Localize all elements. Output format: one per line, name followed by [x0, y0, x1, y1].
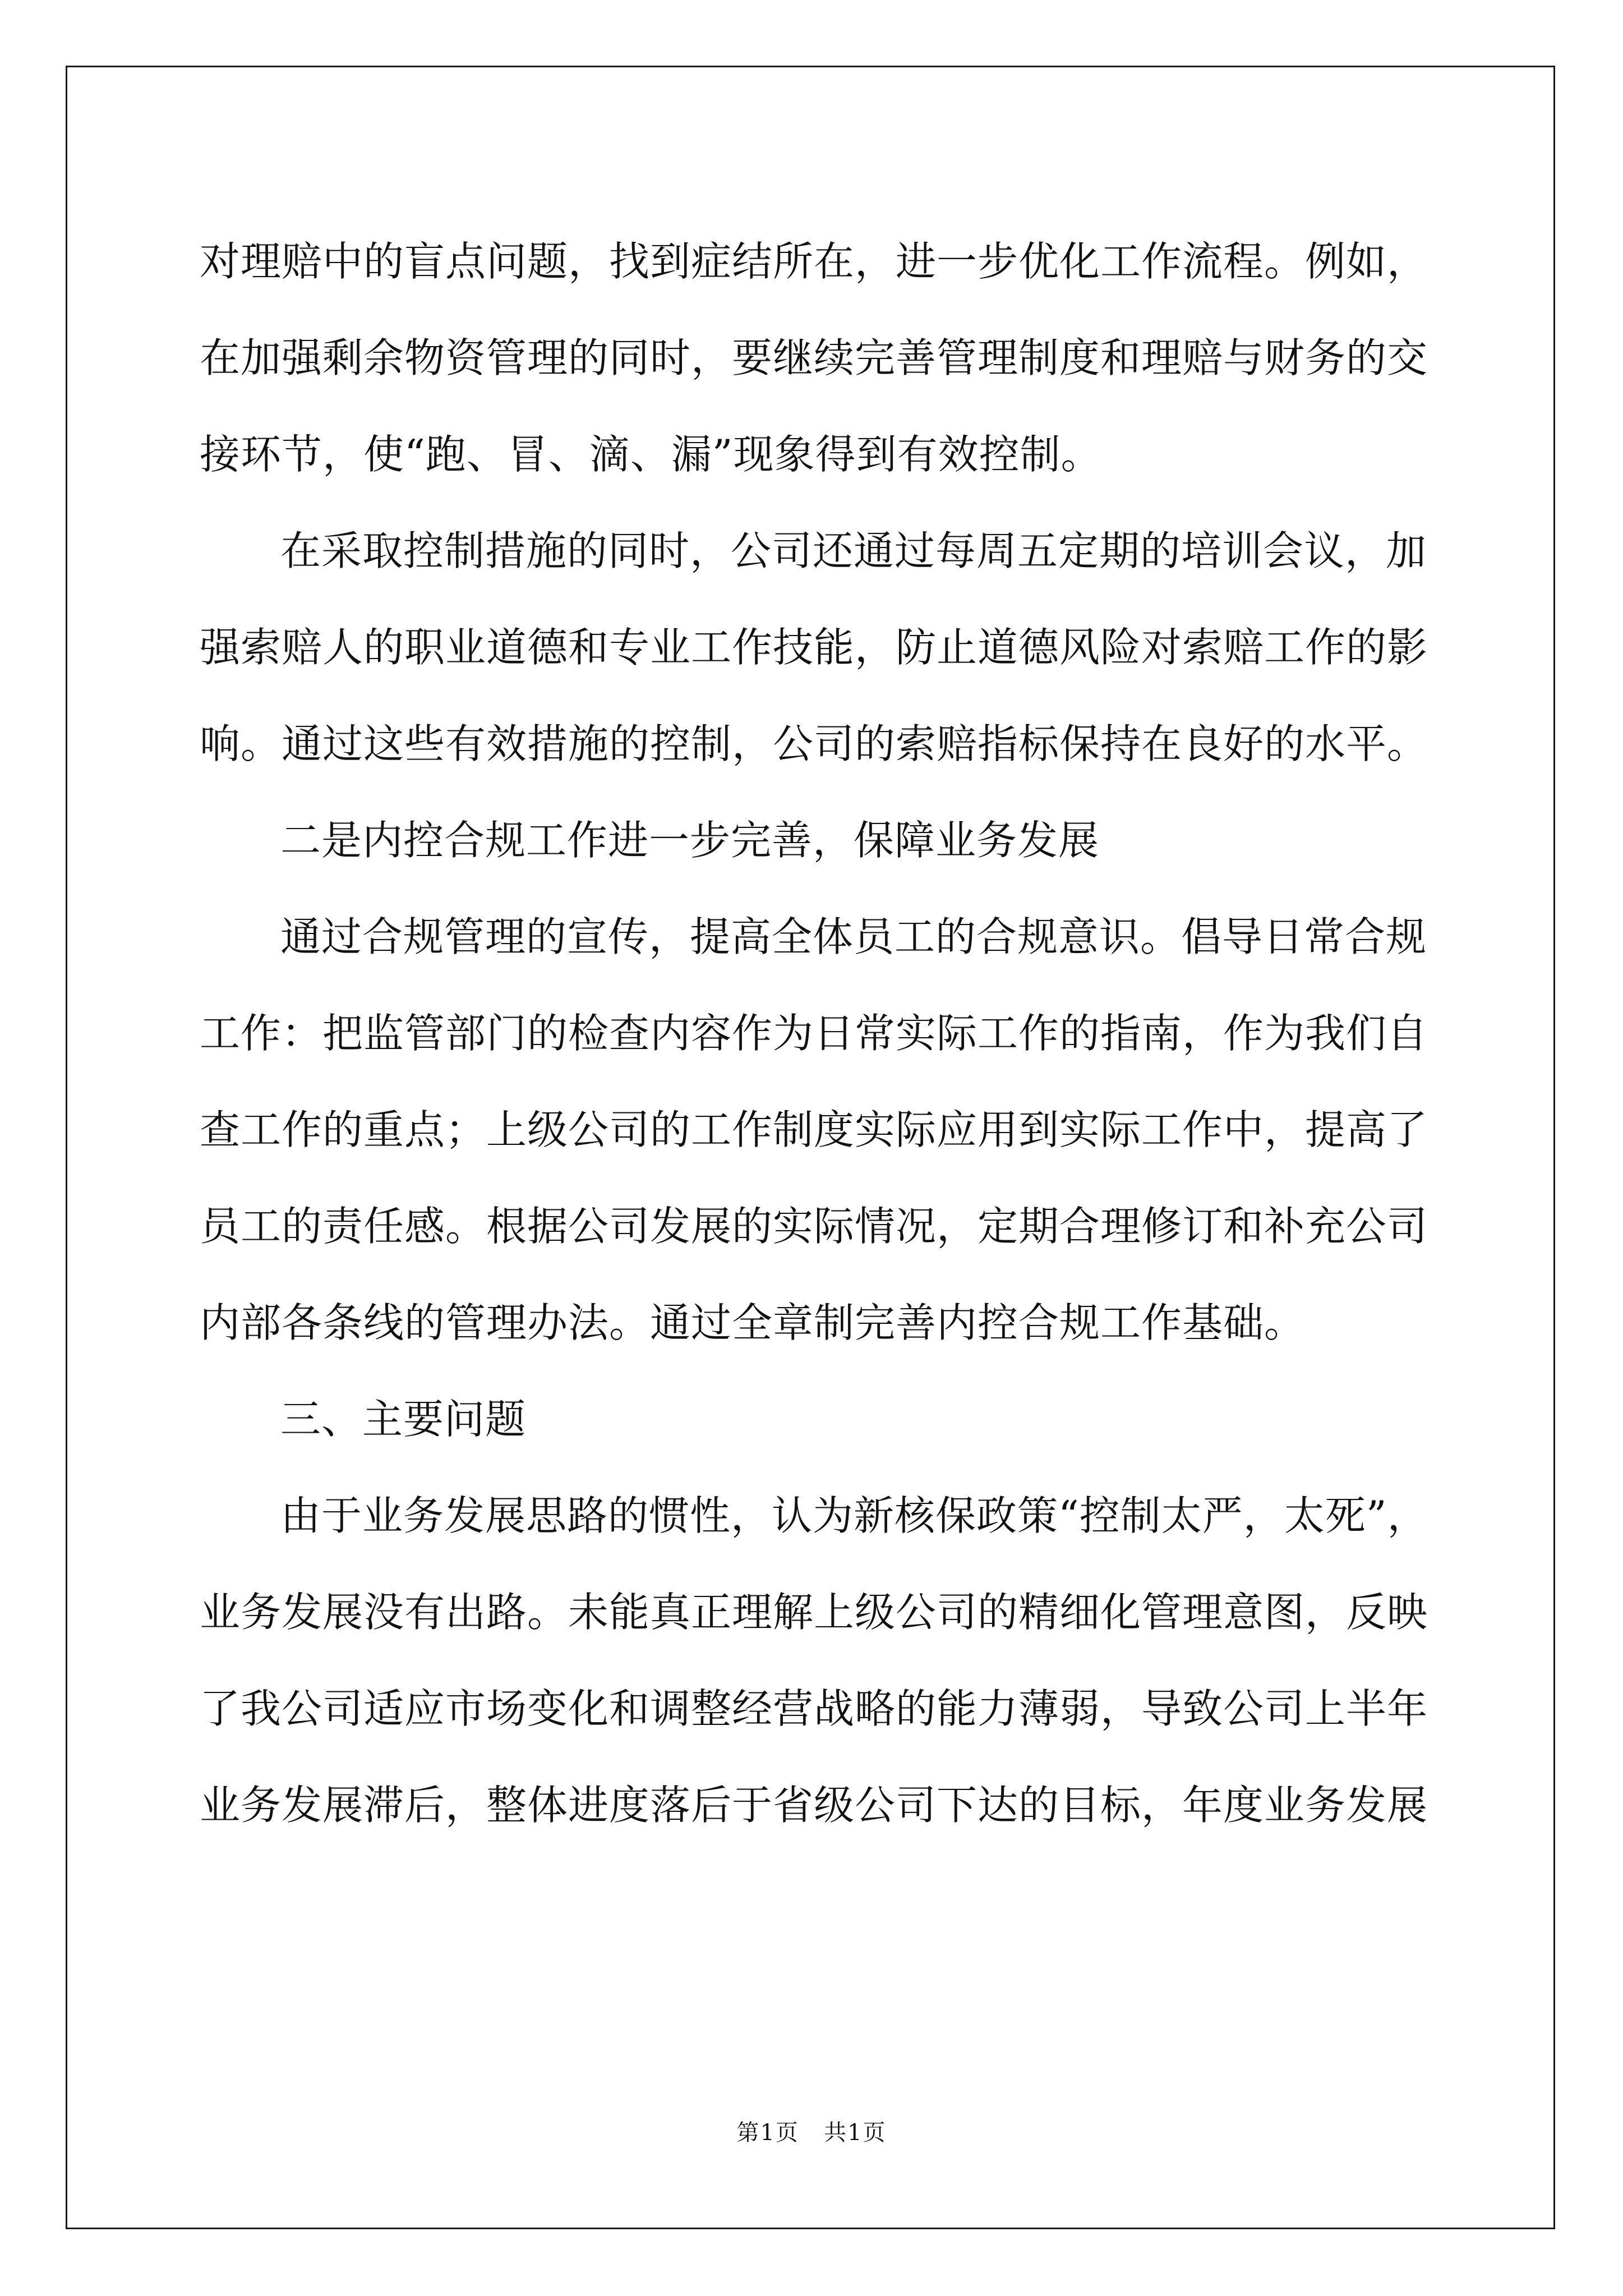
- section-heading: 三、主要问题: [280, 1396, 527, 1443]
- text-line: 业务发展滞后，整体进度落后于省级公司下达的目标，年度业务发展: [200, 1782, 1428, 1829]
- text-line: 业务发展没有出路。未能真正理解上级公司的精细化管理意图，反映: [200, 1589, 1428, 1636]
- document-body: [200, 213, 1433, 1853]
- text-line: 通过合规管理的宣传，提高全体员工的合规意识。倡导日常合规: [280, 913, 1427, 960]
- text-line: 在采取控制措施的同时，公司还通过每周五定期的培训会议，加: [280, 527, 1427, 574]
- text-line: 响。通过这些有效措施的控制，公司的索赔指标保持在良好的水平。: [200, 720, 1428, 767]
- text-line: 员工的责任感。根据公司发展的实际情况，定期合理修订和补充公司: [200, 1203, 1428, 1250]
- section-heading: 二是内控合规工作进一步完善，保障业务发展: [280, 817, 1100, 864]
- text-line: 强索赔人的职业道德和专业工作技能，防止道德风险对索赔工作的影: [200, 624, 1428, 671]
- text-line: 工作：把监管部门的检查内容作为日常实际工作的指南，作为我们自: [200, 1010, 1428, 1057]
- text-line: 内部各条线的管理办法。通过全章制完善内控合规工作基础。: [200, 1299, 1306, 1346]
- text-line: 接环节，使“跑、冒、滴、漏”现象得到有效控制。: [200, 431, 1102, 478]
- text-line: 由于业务发展思路的惯性，认为新核保政策“控制太严，太死”，: [280, 1492, 1428, 1539]
- text-line: 查工作的重点；上级公司的工作制度实际应用到实际工作中，提高了: [200, 1106, 1428, 1153]
- text-line: 了我公司适应市场变化和调整经营战略的能力薄弱，导致公司上半年: [200, 1685, 1428, 1732]
- page-number-footer: 第1页 共1页: [736, 2120, 887, 2146]
- text-line: 对理赔中的盲点问题，找到症结所在，进一步优化工作流程。例如，: [200, 238, 1428, 285]
- text-line: 在加强剩余物资管理的同时，要继续完善管理制度和理赔与财务的交: [200, 334, 1428, 381]
